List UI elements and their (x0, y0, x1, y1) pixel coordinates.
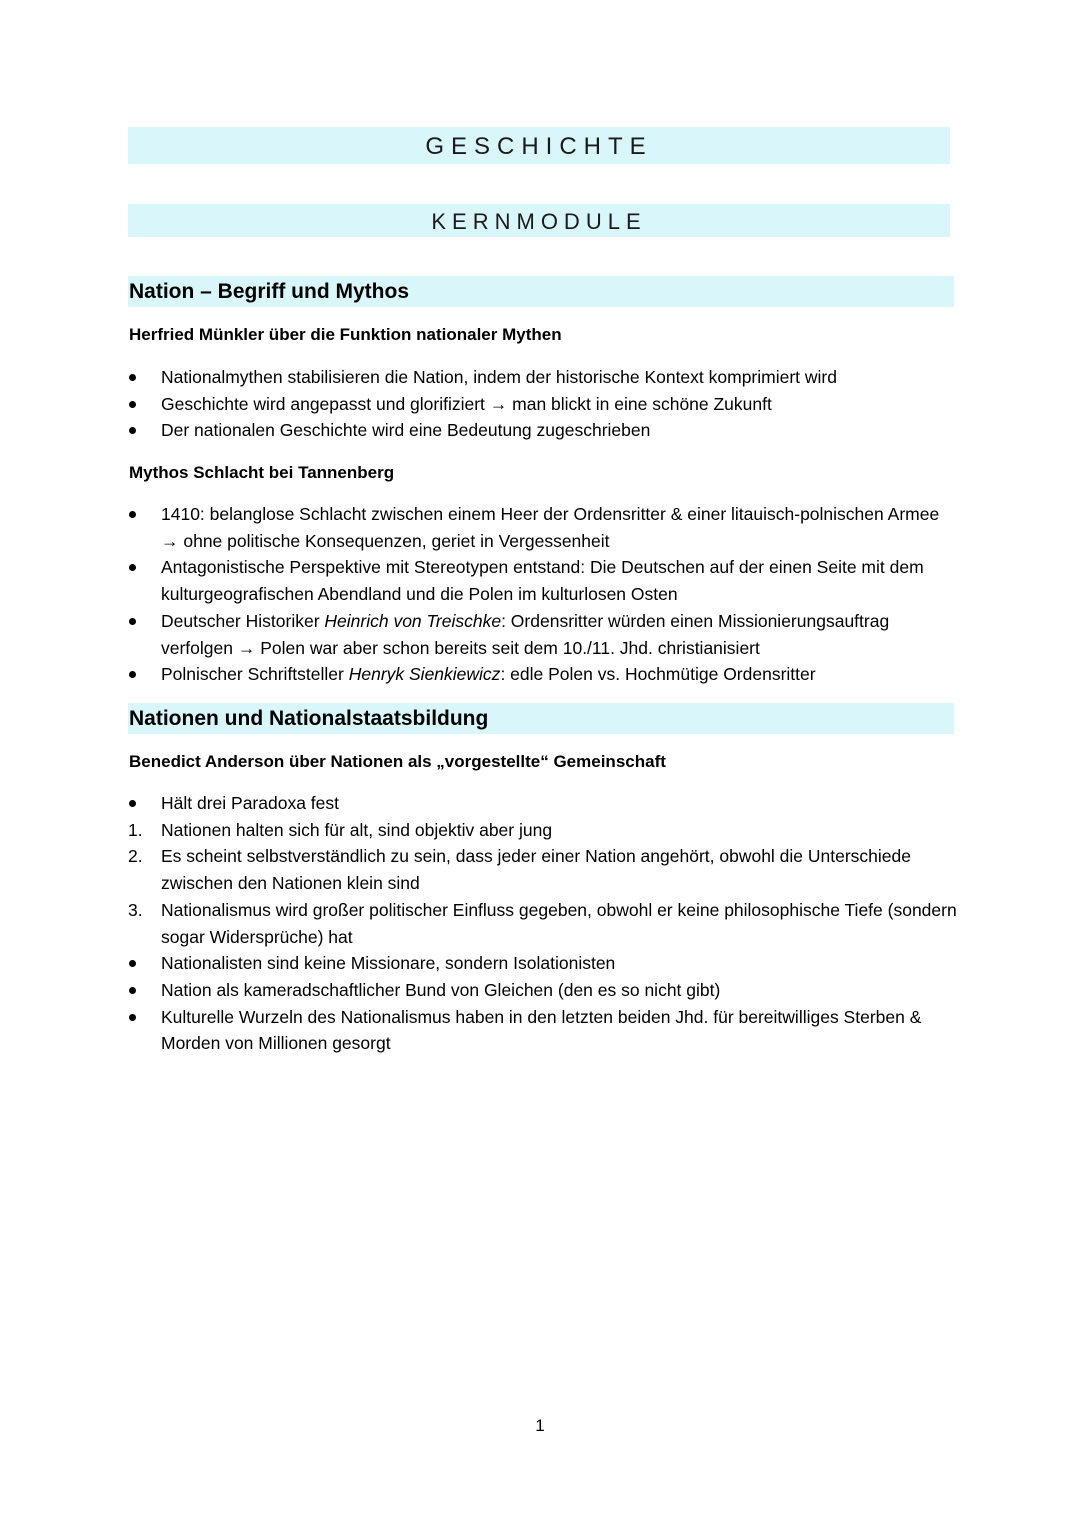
subject-banner (128, 127, 950, 164)
list-item: Hält drei Paradoxa fest (161, 793, 340, 813)
number-marker: 2. (128, 846, 143, 867)
person-name: Heinrich von Treischke (324, 610, 502, 631)
subject-title: GESCHICHTE (425, 133, 653, 160)
list-item: Nationalisten sind keine Missionare, sondern Isolationisten (161, 953, 616, 974)
list-item: Polnischer Schriftsteller Henryk Sienkiewicz: edle Polen vs. Hochmütige Ordensritter (161, 664, 816, 685)
number-marker: 1. (128, 819, 143, 840)
list-item: 2. Es scheint selbstverständlich zu sein, dass jeder einer Nation angehört, obwohl die Unterschiede zwischen den Nationen klein sind (128, 843, 958, 896)
list-item: 1. Nationen halten sich für alt, sind objektiv aber jung (128, 817, 958, 844)
bullet-list (128, 501, 958, 688)
list-item: Der nationalen Geschichte wird eine Bedeutung zugeschrieben (161, 420, 651, 441)
list-item: 3. Nationalismus wird großer politischer Einfluss gegeben, obwohl er keine philosophische Tiefe (sondern sogar Widersprüche) hat (128, 897, 958, 950)
module-banner (128, 204, 950, 237)
block-subtitle: Mythos Schlacht bei Tannenberg (129, 463, 395, 482)
person-name: Henryk Sienkiewicz (348, 664, 501, 685)
list-item: Kulturelle Wurzeln des Nationalismus haben in den letzten beiden Jhd. für bereitwilliges Sterben & Morden von Millionen gesorgt (161, 1006, 922, 1054)
bullet-list (128, 364, 958, 444)
list-item: Geschichte wird angepasst und glorifiziert → man blickt in eine schöne Zukunft (161, 393, 772, 414)
list-item: 1410: belanglose Schlacht zwischen einem Heer der Ordensritter & einer litauisch-polnischen Armee → ohne politische Konsequenzen, geriet in Vergessenheit (161, 504, 940, 551)
section-heading: Nationen und Nationalstaatsbildung (128, 703, 954, 734)
module-title: KERNMODULE (431, 209, 647, 234)
list-item: Nationalmythen stabilisieren die Nation, indem der historische Kontext komprimiert wird (161, 367, 837, 387)
mixed-list (128, 790, 958, 1057)
list-item: Antagonistische Perspektive mit Stereotypen entstand: Die Deutschen auf der einen Seite mit dem kulturgeografischen Abendland und die Polen im kulturlosen Osten (161, 557, 924, 605)
section-heading: Nation – Begriff und Mythos (128, 276, 954, 307)
page-number: 1 (535, 1416, 545, 1435)
block-subtitle: Herfried Münkler über die Funktion nationaler Mythen (129, 325, 562, 344)
list-item: Deutscher Historiker Heinrich von Treischke: Ordensritter würden einen Missionierungsauftrag verfolgen → Polen war aber schon bereits seit dem 10./11. Jhd. christianisiert (161, 610, 890, 658)
number-marker: 3. (128, 899, 143, 920)
block-subtitle: Benedict Anderson über Nationen als „vorgestellte“ Gemeinschaft (129, 752, 666, 771)
list-item: Nation als kameradschaftlicher Bund von Gleichen (den es so nicht gibt) (161, 979, 721, 1000)
